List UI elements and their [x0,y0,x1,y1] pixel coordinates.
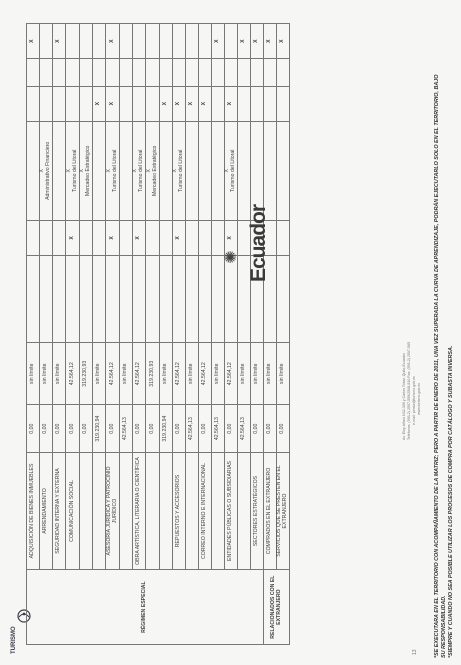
row-mark-b: X [93,86,106,121]
table-row [224,24,238,645]
address-line-1: Av. Eloy Alfaro N32-300 y Carlos Tobar, Quito-Ecuador [402,353,406,440]
row-unit [159,121,172,220]
row-mark-d: X [276,24,290,59]
row-amount-from: 0,00 [66,405,80,452]
row-item [211,452,224,569]
table-row [211,24,224,645]
table-row [79,24,93,645]
row-amount-to: sin límite [186,342,199,405]
row-mark-c [106,59,120,86]
table-row [93,24,106,645]
row-mark-d [186,24,199,59]
row-mark-b [276,86,290,121]
row-mark-b [146,86,160,121]
row-unit [93,121,106,220]
row-amount-from: 42.564,13 [186,405,199,452]
row-amount-to: sin límite [238,342,251,405]
row-mark-c [263,59,276,86]
table-row [106,24,120,645]
row-amount-to: 42.564,12 [106,342,120,405]
row-item: ARRENDAMIENTO [39,452,53,569]
row-amount-from: 42.564,13 [119,405,132,452]
row-mark-a [93,220,106,255]
row-item: COMUNICACIÓN SOCIAL [66,452,80,569]
row-amount-from: 0,00 [79,405,93,452]
row-amount-from: 0,00 [53,405,66,452]
row-mark-b: X [224,86,238,121]
row-mark-a [199,220,212,255]
row-mark-c [172,59,186,86]
row-amount-from: 0,00 [132,405,146,452]
row-mark-c [159,59,172,86]
row-mark-b [211,86,224,121]
row-mark-a [39,220,53,255]
row-amount-from: 0,00 [39,405,53,452]
row-mark-c [66,59,80,86]
row-amount-to: sin límite [53,342,66,405]
row-item: ADQUISICIÓN DE BIENES INMUEBLES [27,452,40,569]
row-unit: X Administrativo Financiero [39,121,53,220]
row-amount-from: 42.564,13 [211,405,224,452]
row-unit: X Turismo del Litoral [172,121,186,220]
row-item [159,452,172,569]
row-unit: X Mercadeo Estratégico [79,121,93,220]
row-mark-a: X [224,220,238,255]
table-row [186,24,199,645]
row-mark-b [132,86,146,121]
row-blank [93,255,106,342]
table-row [66,24,80,645]
row-mark-b: X [106,86,120,121]
row-item: ASESORÍA JURÍDICA Y PATROCINIO JURÍDICO [106,452,120,569]
row-mark-c [132,59,146,86]
table-row [39,24,53,645]
row-amount-to: 319.230,93 [79,342,93,405]
row-mark-a [53,220,66,255]
row-blank [172,255,186,342]
row-mark-d [39,24,53,59]
row-mark-d [172,24,186,59]
row-item: OBRA ARTÍSTICA, LITERARIA O CIENTÍFICA [132,452,146,569]
table-row [53,24,66,645]
row-mark-c [93,59,106,86]
row-mark-d [159,24,172,59]
row-item: SEGURIDAD INTERNA Y EXTERNA [53,452,66,569]
row-item: CORREO INTERNO E INTERNACIONAL [199,452,212,569]
row-unit [199,121,212,220]
row-mark-d [146,24,160,59]
row-mark-a: X [132,220,146,255]
category-relacionados-extranjero: RELACIONADOS CON EL EXTRANJERO [263,570,289,645]
row-mark-a [27,220,40,255]
ministry-name: TURISMO [11,626,17,654]
brand-word: Ecuador [247,204,270,282]
row-item: COMPRADOS EN EL EXTRANJERO [263,452,276,569]
row-mark-a: X [172,220,186,255]
row-mark-a [146,220,160,255]
row-blank [146,255,160,342]
row-mark-d [79,24,93,59]
row-mark-b [27,86,40,121]
row-blank [132,255,146,342]
row-blank [199,255,212,342]
row-blank [66,255,80,342]
row-item [146,452,160,569]
row-mark-d: X [53,24,66,59]
address-block [402,300,432,440]
row-mark-b [251,86,264,121]
table-row [251,24,264,645]
row-mark-a [119,220,132,255]
row-mark-c [186,59,199,86]
row-item [238,452,251,569]
row-amount-to: sin límite [276,342,290,405]
row-item [119,452,132,569]
row-mark-c [238,59,251,86]
row-mark-c [224,59,238,86]
row-mark-b: X [199,86,212,121]
row-mark-c [119,59,132,86]
table-row [263,24,276,645]
row-mark-c [79,59,93,86]
row-blank [106,255,120,342]
page-number: 13 [412,649,418,655]
row-amount-from: 0,00 [146,405,160,452]
row-blank [79,255,93,342]
row-mark-c [39,59,53,86]
row-mark-d [224,24,238,59]
row-mark-d: X [263,24,276,59]
row-item: SECTORES ESTRATÉGICOS [251,452,264,569]
row-blank [53,255,66,342]
footnotes-block [434,10,458,660]
row-item [79,452,93,569]
row-mark-a [186,220,199,255]
row-blank [119,255,132,342]
brand-mark-icon: ✺ [223,250,240,264]
row-amount-to: sin límite [263,342,276,405]
row-unit [27,121,40,220]
address-line-3: e-mail: pimtur@turismo.gob.ec [412,376,416,425]
row-mark-b [263,86,276,121]
row-blank [211,255,224,342]
row-mark-b [238,86,251,121]
row-blank [186,255,199,342]
address-line-2: Teléfonos: (593-2) 2507-559/2508-810 Fax: (593-2) 2507-565 [407,341,411,440]
row-amount-from: 0,00 [199,405,212,452]
table-row [172,24,186,645]
row-mark-d: X [211,24,224,59]
table-row [27,24,40,645]
row-mark-c [251,59,264,86]
table-row [276,24,290,645]
table-row [132,24,146,645]
address-line-4: www.turismo.gob.ec [417,382,421,415]
row-amount-to: sin límite [251,342,264,405]
row-mark-d: X [238,24,251,59]
row-mark-b [53,86,66,121]
row-item: ENTIDADES PÚBLICAS O SUBSIDIARIAS [224,452,238,569]
row-unit [119,121,132,220]
row-amount-from: 0,00 [276,405,290,452]
row-unit: X Turismo del Litoral [224,121,238,220]
row-mark-c [276,59,290,86]
row-mark-b [39,86,53,121]
row-amount-to: sin límite [119,342,132,405]
row-blank [39,255,53,342]
row-mark-c [27,59,40,86]
row-unit: X Turismo del Litoral [66,121,80,220]
row-mark-d: X [106,24,120,59]
row-mark-c [211,59,224,86]
contracting-matrix-table [26,23,290,645]
row-amount-to: sin límite [27,342,40,405]
row-mark-c [199,59,212,86]
row-mark-d [199,24,212,59]
row-amount-from: 0,00 [251,405,264,452]
row-mark-a [159,220,172,255]
row-mark-d [119,24,132,59]
row-mark-d [93,24,106,59]
row-item [93,452,106,569]
row-mark-d: X [27,24,40,59]
row-mark-b [66,86,80,121]
row-unit: X Turismo del Litoral [106,121,120,220]
row-unit [211,121,224,220]
row-unit: X Mercadeo Estratégico [146,121,160,220]
row-amount-to: sin límite [211,342,224,405]
row-unit: X Turismo del Litoral [132,121,146,220]
row-amount-to: 319.230,93 [146,342,160,405]
row-amount-from: 319.230,94 [93,405,106,452]
row-amount-from: 0,00 [27,405,40,452]
row-amount-from: 0,00 [172,405,186,452]
row-amount-to: sin límite [159,342,172,405]
row-mark-d [66,24,80,59]
row-mark-a [79,220,93,255]
footnote-1b: SU RESPONSABILIDAD. [441,595,447,658]
row-amount-to: 42.564,12 [172,342,186,405]
row-amount-to: 42.564,12 [199,342,212,405]
row-amount-from: 0,00 [106,405,120,452]
row-blank [27,255,40,342]
table-row [199,24,212,645]
row-mark-c [146,59,160,86]
table-row [238,24,251,645]
row-amount-to: sin límite [39,342,53,405]
row-item: SERVICIOS QUE SE PRESTEN EN EL EXTRANJERO [276,452,290,569]
row-amount-to: 42.564,12 [132,342,146,405]
row-mark-b: X [172,86,186,121]
row-unit [186,121,199,220]
table-row [119,24,132,645]
row-amount-from: 319.230,94 [159,405,172,452]
row-amount-to: 42.564,12 [224,342,238,405]
row-unit [53,121,66,220]
row-amount-to: sin límite [93,342,106,405]
row-unit [276,121,290,220]
table-row [146,24,160,645]
row-mark-c [53,59,66,86]
row-mark-a: X [106,220,120,255]
row-mark-b: X [159,86,172,121]
row-mark-b: X [186,86,199,121]
row-mark-a: X [66,220,80,255]
table-row [159,24,172,645]
category-regimen-especial: RÉGIMEN ESPECIAL [27,570,264,645]
row-mark-b [119,86,132,121]
row-amount-from: 0,00 [224,405,238,452]
row-mark-b [79,86,93,121]
row-amount-to: 42.564,12 [66,342,80,405]
footnote-1: *SE EXECUTARA EN EL TERRITORIO CON ACOMPAÑAMIENTO DE LA MATRIZ; PERO A PARTIR DE ENERO DE 2011, UNA VEZ SUPERADA LA CURVA DE APRENDIZAJE, PODRÁN EJECUTARLO SOLO EN EL TERRITORIO, BAJO [434,74,440,658]
row-amount-from: 42.564,13 [238,405,251,452]
row-item [186,452,199,569]
row-blank [159,255,172,342]
footnote-2: *SIEMPRE Y CUANDO NO SEA POSIBLE UTILIZAR LOS PROCESOS DE COMPRA POR CATÁLOGO Y SUBASTA INVERSA. [448,345,454,658]
row-mark-d [132,24,146,59]
row-item: REPUESTOS Y ACCESORIOS [172,452,186,569]
row-mark-d: X [251,24,264,59]
row-amount-from: 0,00 [263,405,276,452]
